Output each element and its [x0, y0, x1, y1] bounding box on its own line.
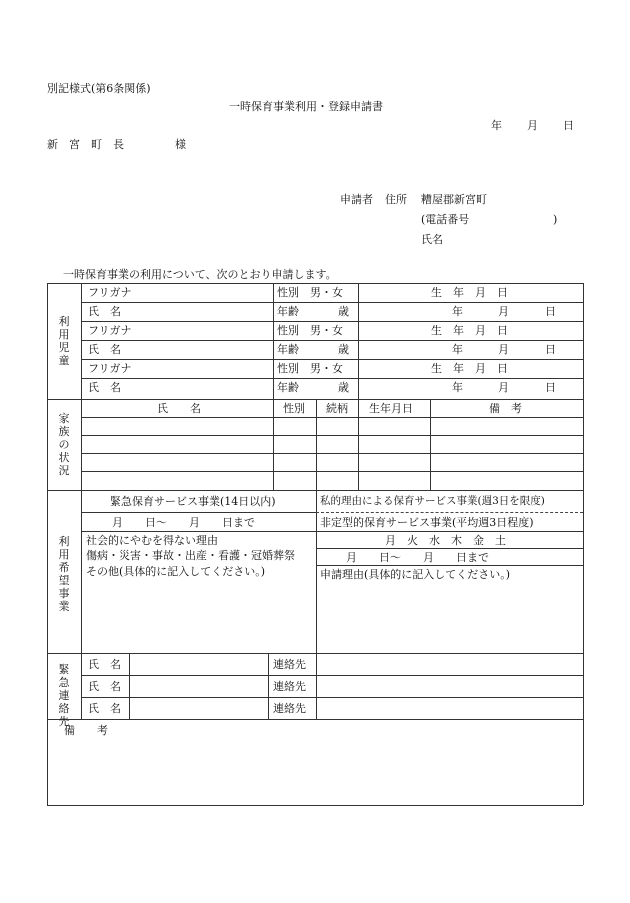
child2-age-unit: 歳 [338, 343, 349, 356]
child1-furigana-field[interactable] [150, 285, 270, 300]
child3-name-field[interactable] [150, 380, 270, 395]
contact1-name-label: 氏 名 [88, 658, 121, 671]
date-day-label: 日 [563, 119, 574, 132]
contact1-contact-label: 連絡先 [273, 658, 306, 671]
contact2-phone-field[interactable] [319, 677, 580, 695]
emergency-period: 月 日～ 月 日まで [112, 516, 255, 529]
honorific: 様 [175, 138, 186, 151]
applicant-name-label: 氏名 [421, 233, 443, 246]
application-reason-field[interactable] [320, 586, 580, 650]
child1-furigana-label: フリガナ [88, 286, 132, 299]
contact1-phone-field[interactable] [319, 655, 580, 673]
address-label: 住所 [385, 193, 407, 206]
child1-age-label: 年齢 [277, 305, 299, 318]
child3-age-label: 年齢 [277, 381, 299, 394]
family-entries-field[interactable] [84, 419, 270, 487]
child3-day: 日 [545, 381, 556, 394]
child1-gender-label: 性別 男・女 [277, 286, 343, 299]
child2-year: 年 [452, 343, 463, 356]
irregular-service-title: 非定型的保育サービス事業(平均週3日程度) [320, 516, 534, 529]
child1-year: 年 [452, 305, 463, 318]
address-value: 糟屋郡新宮町 [421, 193, 487, 206]
child2-day: 日 [545, 343, 556, 356]
phone-close: ) [553, 213, 558, 226]
reason-other: その他(具体的に記入してください。) [86, 565, 266, 578]
child2-furigana-label: フリガナ [88, 324, 132, 337]
children-section-label: 利用児童 [58, 315, 70, 367]
contact2-contact-label: 連絡先 [273, 680, 306, 693]
contact1-name-field[interactable] [132, 655, 265, 673]
form-label: 別記様式(第6条関係) [47, 82, 151, 95]
contact2-name-field[interactable] [132, 677, 265, 695]
intro-text: 一時保育事業の利用について、次のとおり申請します。 [63, 268, 337, 281]
family-col-gender: 性別 [283, 402, 305, 415]
date-year-label: 年 [491, 119, 502, 132]
child1-birth-label: 生 年 月 日 [431, 286, 508, 299]
applicant-label: 申請者 [340, 193, 373, 206]
family-col-birth: 生年月日 [369, 402, 413, 415]
reason-list: 傷病・災害・事故・出産・看護・冠婚葬祭 [86, 549, 295, 562]
services-section-label: 利用希望事業 [58, 535, 70, 613]
family-col-relation: 続柄 [326, 402, 348, 415]
child2-furigana-field[interactable] [150, 323, 270, 338]
remarks-label: 備 考 [64, 724, 108, 737]
contact3-name-field[interactable] [132, 699, 265, 717]
remarks-field[interactable] [50, 740, 580, 802]
phone-label: (電話番号 [421, 213, 470, 226]
family-col-name: 氏 名 [157, 402, 201, 415]
child1-name-field[interactable] [150, 304, 270, 319]
child3-name-label: 氏 名 [88, 381, 121, 394]
private-service-title: 私的理由による保育サービス事業(週3日を限度) [320, 495, 545, 507]
contact2-name-label: 氏 名 [88, 680, 121, 693]
emergency-service-title: 緊急保育サービス事業(14日以内) [110, 495, 276, 508]
social-reason-field[interactable] [84, 584, 312, 650]
family-col-remarks: 備 考 [489, 402, 522, 415]
child2-age-label: 年齢 [277, 343, 299, 356]
contact3-name-label: 氏 名 [88, 702, 121, 715]
application-reason-label: 申請理由(具体的に記入してください。) [320, 568, 511, 581]
addressee: 新 宮 町 長 [47, 138, 124, 151]
contact3-contact-label: 連絡先 [273, 702, 306, 715]
child3-age-unit: 歳 [338, 381, 349, 394]
child3-birth-label: 生 年 月 日 [431, 362, 508, 375]
child3-year: 年 [452, 381, 463, 394]
child2-birth-label: 生 年 月 日 [431, 324, 508, 337]
contacts-section-label: 緊急連絡先 [58, 663, 70, 728]
child3-month: 月 [498, 381, 509, 394]
child2-month: 月 [498, 343, 509, 356]
reason-title: 社会的にやむを得ない理由 [86, 534, 218, 547]
child3-gender-label: 性別 男・女 [277, 362, 343, 375]
family-section-label: 家族の状況 [58, 412, 70, 477]
weekdays: 月 火 水 木 金 土 [385, 534, 506, 547]
child2-gender-label: 性別 男・女 [277, 324, 343, 337]
date-month-label: 月 [527, 119, 538, 132]
child1-month: 月 [498, 305, 509, 318]
child2-name-field[interactable] [150, 342, 270, 357]
child1-name-label: 氏 名 [88, 305, 121, 318]
irregular-period: 月 日～ 月 日まで [346, 551, 489, 564]
form-title: 一時保育事業利用・登録申請書 [229, 100, 383, 113]
child2-name-label: 氏 名 [88, 343, 121, 356]
child1-age-unit: 歳 [338, 305, 349, 318]
child1-day: 日 [545, 305, 556, 318]
contact3-phone-field[interactable] [319, 699, 580, 717]
child3-furigana-field[interactable] [150, 361, 270, 376]
child3-furigana-label: フリガナ [88, 362, 132, 375]
